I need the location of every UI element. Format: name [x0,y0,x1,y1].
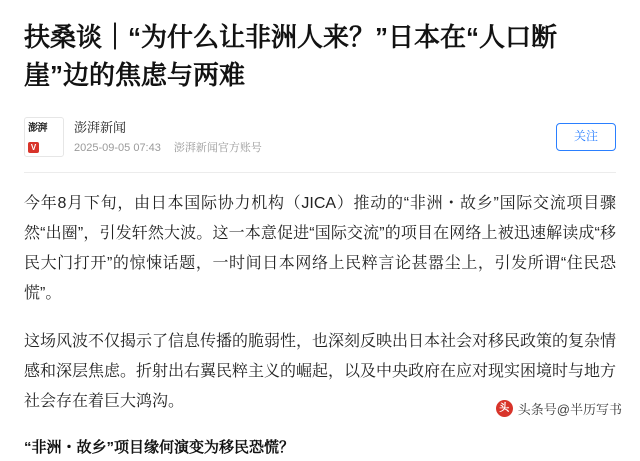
paragraph: 今年8月下旬，由日本国际协力机构（JICA）推动的“非洲・故乡”国际交流项目骤然“出圈”，引发轩然大波。这一本意促进“国际交流”的项目在网络上被迅速解读成“移民大门打开”的惊悚话题，一时间日本网络上民粹言论甚嚣尘上，引发所谓“住民恐慌”。 [24,195,616,302]
avatar-label: 澎湃 [28,123,47,134]
toutiao-icon: 头 [496,400,513,417]
page-title: 扶桑谈｜“为什么让非洲人来？”日本在“人口断崖”边的焦虑与两难 [24,22,558,90]
publish-timestamp: 2025-09-05 07:43 [74,141,161,154]
paragraph: 这场风波不仅揭示了信息传播的脆弱性，也深刻反映出日本社会对移民政策的复杂情感和深层焦虑。折射出右翼民粹主义的崛起，以及中央政府在应对现实困境时与地方社会存在着巨大鸿沟。 [24,333,617,410]
author-name[interactable]: 澎湃新闻 [74,119,127,135]
account-type: 澎湃新闻官方账号 [173,141,262,154]
article-body [24,189,616,461]
author-info [74,119,548,156]
watermark [494,397,624,420]
follow-button[interactable]: 关注 [556,123,616,151]
author-meta-row [24,116,616,158]
watermark-text: 头条号@半历写书 [517,402,622,417]
header-divider [24,172,616,173]
section-subheading: “非洲・故乡”项目缘何演变为移民恐慌？ [24,439,295,456]
author-subline [74,141,548,156]
avatar[interactable] [24,117,64,157]
verified-badge-icon: V [28,142,39,153]
